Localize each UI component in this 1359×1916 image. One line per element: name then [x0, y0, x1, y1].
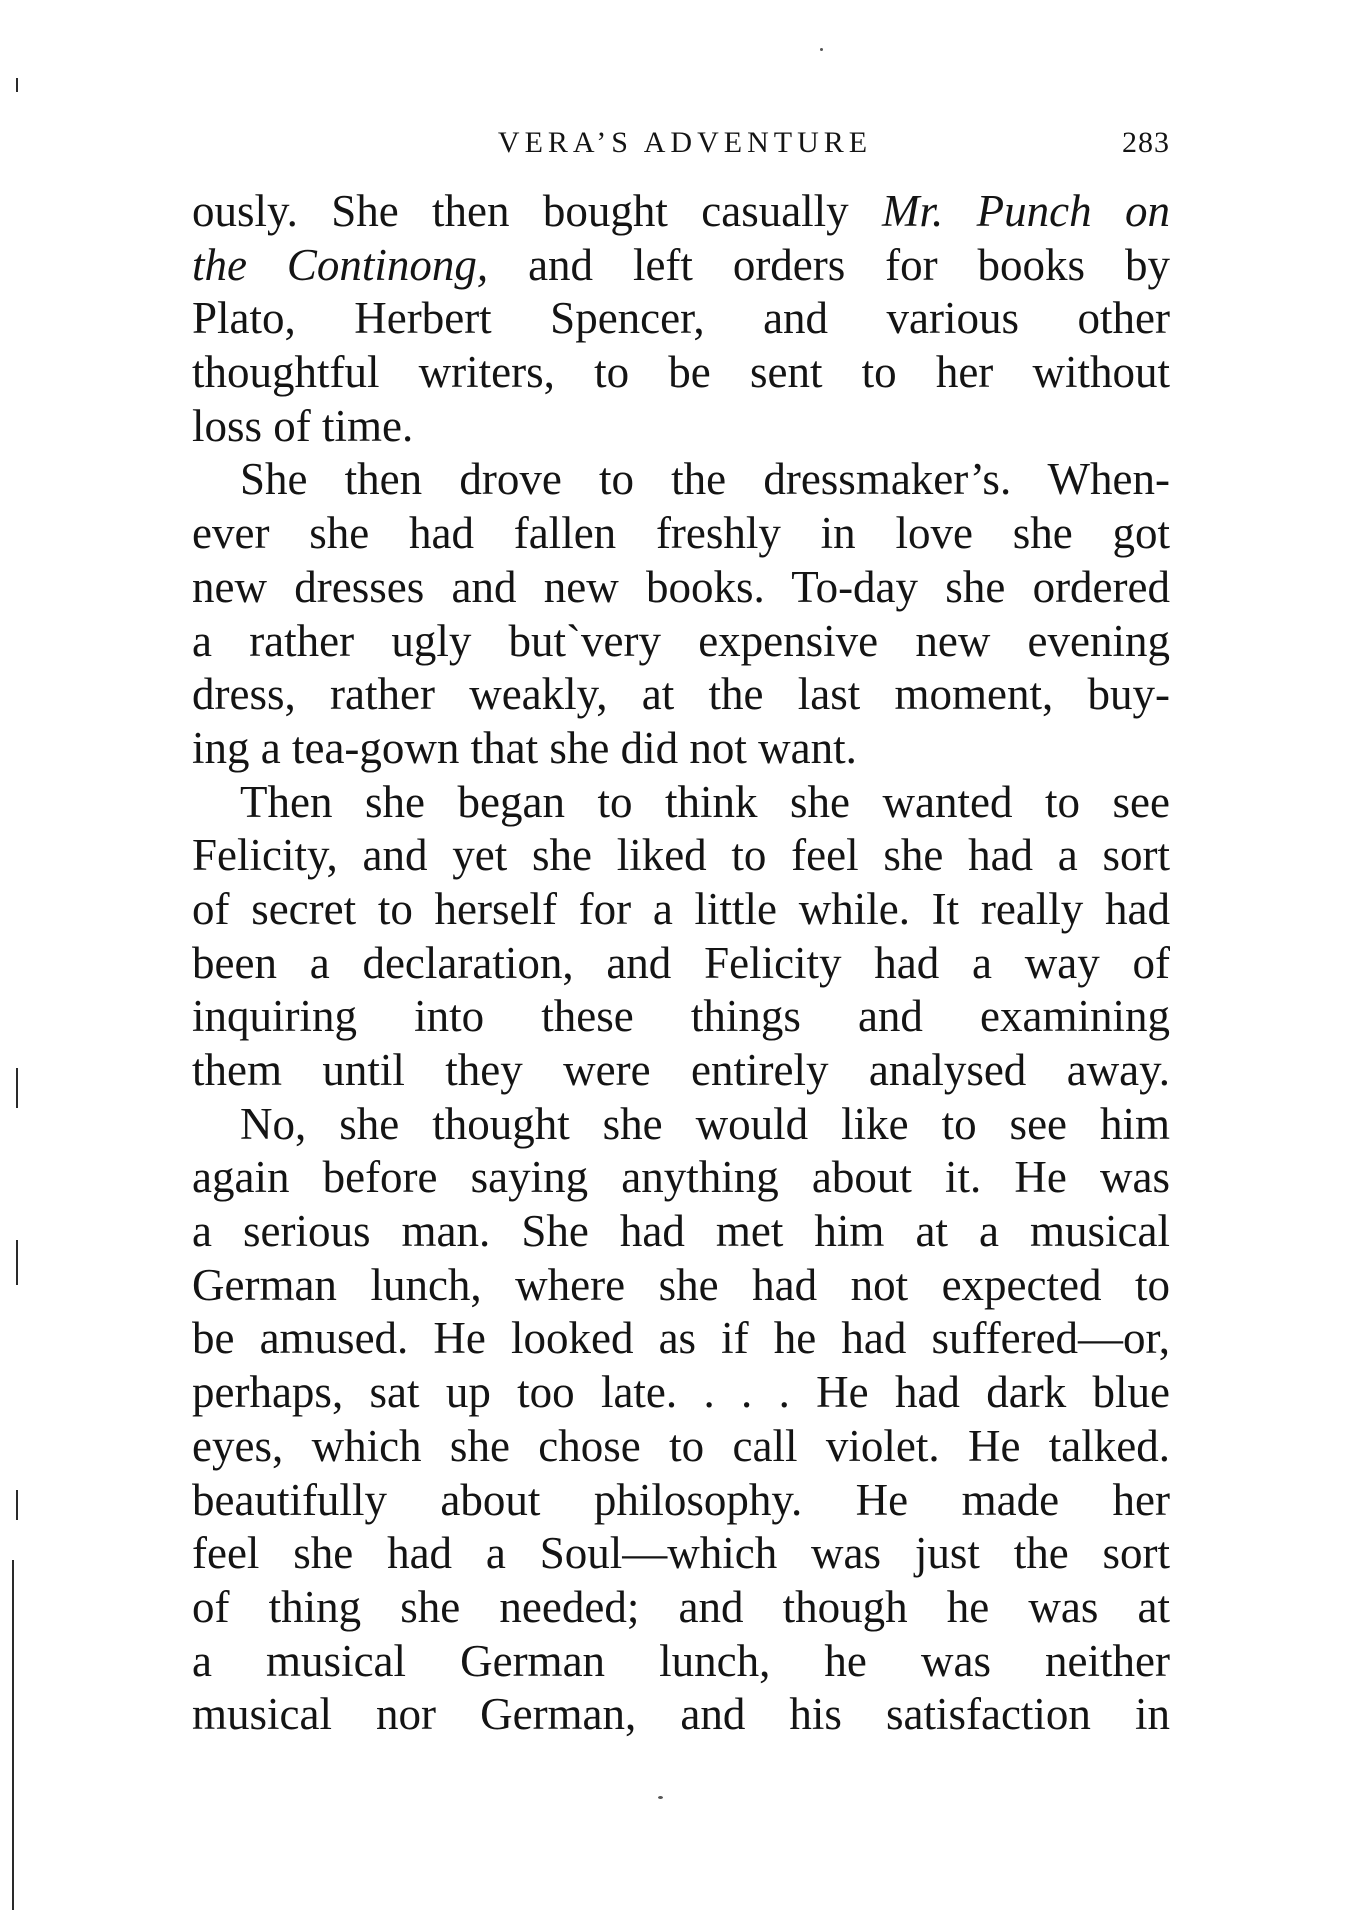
scan-edge-mark — [16, 1068, 18, 1108]
text-line: them until they were entirely analysed away. — [192, 1045, 1170, 1095]
text-line: dress, rather weakly, at the last moment, buy- — [192, 669, 1170, 720]
text-line: ing a tea-gown that she did not want. — [192, 722, 857, 773]
text-line: ever she had fallen freshly in love she got — [192, 508, 1170, 559]
paragraph — [192, 453, 1170, 775]
italic-title: the Continong, — [192, 239, 489, 290]
scan-edge-mark — [12, 1560, 14, 1910]
scan-edge-mark — [16, 78, 18, 92]
scan-edge-mark — [16, 1240, 18, 1285]
paragraph — [192, 776, 1170, 1098]
text-line: Plato, Herbert Spencer, and various other — [192, 293, 1170, 344]
page-number: 283 — [1122, 126, 1170, 159]
text-line: a serious man. She had met him at a musical — [192, 1206, 1170, 1257]
paragraph — [192, 185, 1170, 453]
text-line: feel she had a Soul—which was just the sort — [192, 1528, 1170, 1579]
text-line: new dresses and new books. To-day she ordered — [192, 561, 1170, 612]
text-line: No, she thought she would like to see him — [240, 1098, 1170, 1149]
text-line: eyes, which she chose to call violet. He talked. — [192, 1420, 1170, 1471]
text-line: again before saying anything about it. He was — [192, 1152, 1170, 1203]
text-line: She then drove to the dressmaker’s. When- — [240, 454, 1170, 505]
text-line: Felicity, and yet she liked to feel she had a sort — [192, 830, 1170, 881]
text-line: the Continong, and left orders for books by — [192, 239, 1170, 290]
scan-speck — [820, 48, 823, 51]
text-line: ously. She then bought casually Mr. Punch on — [192, 186, 1170, 236]
text-line: loss of time. — [192, 400, 414, 451]
running-title: VERA’S ADVENTURE — [497, 126, 873, 159]
text-line: a rather ugly but`very expensive new evening — [192, 615, 1170, 666]
text-line: German lunch, where she had not expected to — [192, 1259, 1170, 1310]
scan-edge-mark — [16, 1490, 18, 1520]
body-text — [192, 185, 1170, 1742]
text-line: musical nor German, and his satisfaction in — [192, 1689, 1170, 1740]
italic-title: Mr. Punch on — [882, 186, 1170, 236]
text-line: inquiring into these things and examining — [192, 991, 1170, 1042]
paragraph — [192, 1098, 1170, 1742]
text-line: be amused. He looked as if he had suffered—or, — [192, 1313, 1170, 1364]
scan-speck — [658, 1796, 663, 1799]
text-line: a musical German lunch, he was neither — [192, 1635, 1170, 1686]
page-header — [192, 126, 1170, 174]
text-line: beautifully about philosophy. He made her — [192, 1474, 1170, 1525]
text-line: perhaps, sat up too late. . . . He had dark blue — [192, 1367, 1170, 1418]
text-line: been a declaration, and Felicity had a way of — [192, 937, 1170, 988]
text-line: of thing she needed; and though he was at — [192, 1581, 1170, 1632]
text-line: Then she began to think she wanted to see — [240, 776, 1170, 827]
text-line: thoughtful writers, to be sent to her without — [192, 347, 1170, 398]
text-line: of secret to herself for a little while. It really had — [192, 883, 1170, 934]
